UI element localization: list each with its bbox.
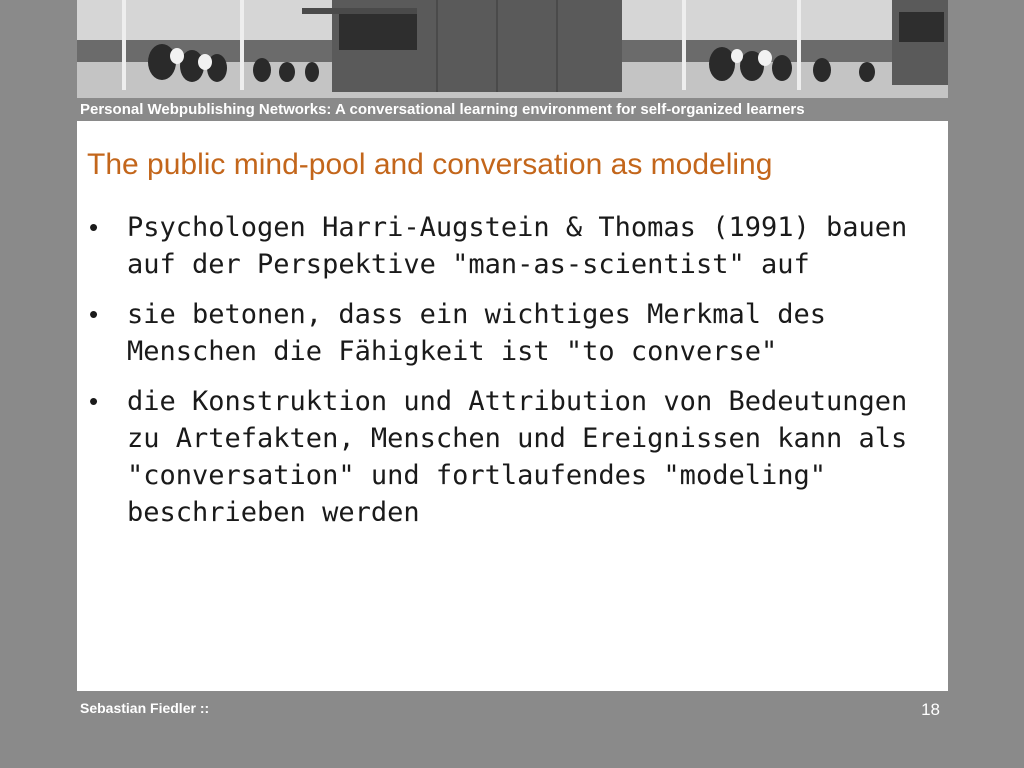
page-number: 18: [921, 700, 940, 719]
bullet-item: [87, 383, 937, 531]
bullet-text: Psychologen Harri-Augstein & Thomas (1991) bauen auf der Perspektive "man-as-scientist" auf: [127, 212, 908, 280]
presentation-title: Personal Webpublishing Networks: A conversational learning environment for self-organized learners: [80, 101, 805, 118]
footer-author: Sebastian Fiedler ::: [80, 700, 210, 716]
slide-title: The public mind-pool and conversation as modeling: [87, 148, 773, 181]
header-banner-photo: [77, 0, 948, 98]
bullet-text: die Konstruktion und Attribution von Bedeutungen zu Artefakten, Menschen und Ereignissen kann als "conversation" und fortlaufendes "modeling" beschrieben werden: [127, 386, 908, 528]
slide-content-panel: [77, 121, 948, 691]
bullet-marker: •: [89, 212, 99, 242]
bullet-list: [87, 209, 937, 544]
bullet-item: [87, 296, 937, 370]
bullet-marker: •: [89, 386, 99, 416]
bullet-text: sie betonen, dass ein wichtiges Merkmal des Menschen die Fähigkeit ist "to converse": [127, 299, 826, 367]
bullet-item: [87, 209, 937, 283]
bullet-marker: •: [89, 299, 99, 329]
